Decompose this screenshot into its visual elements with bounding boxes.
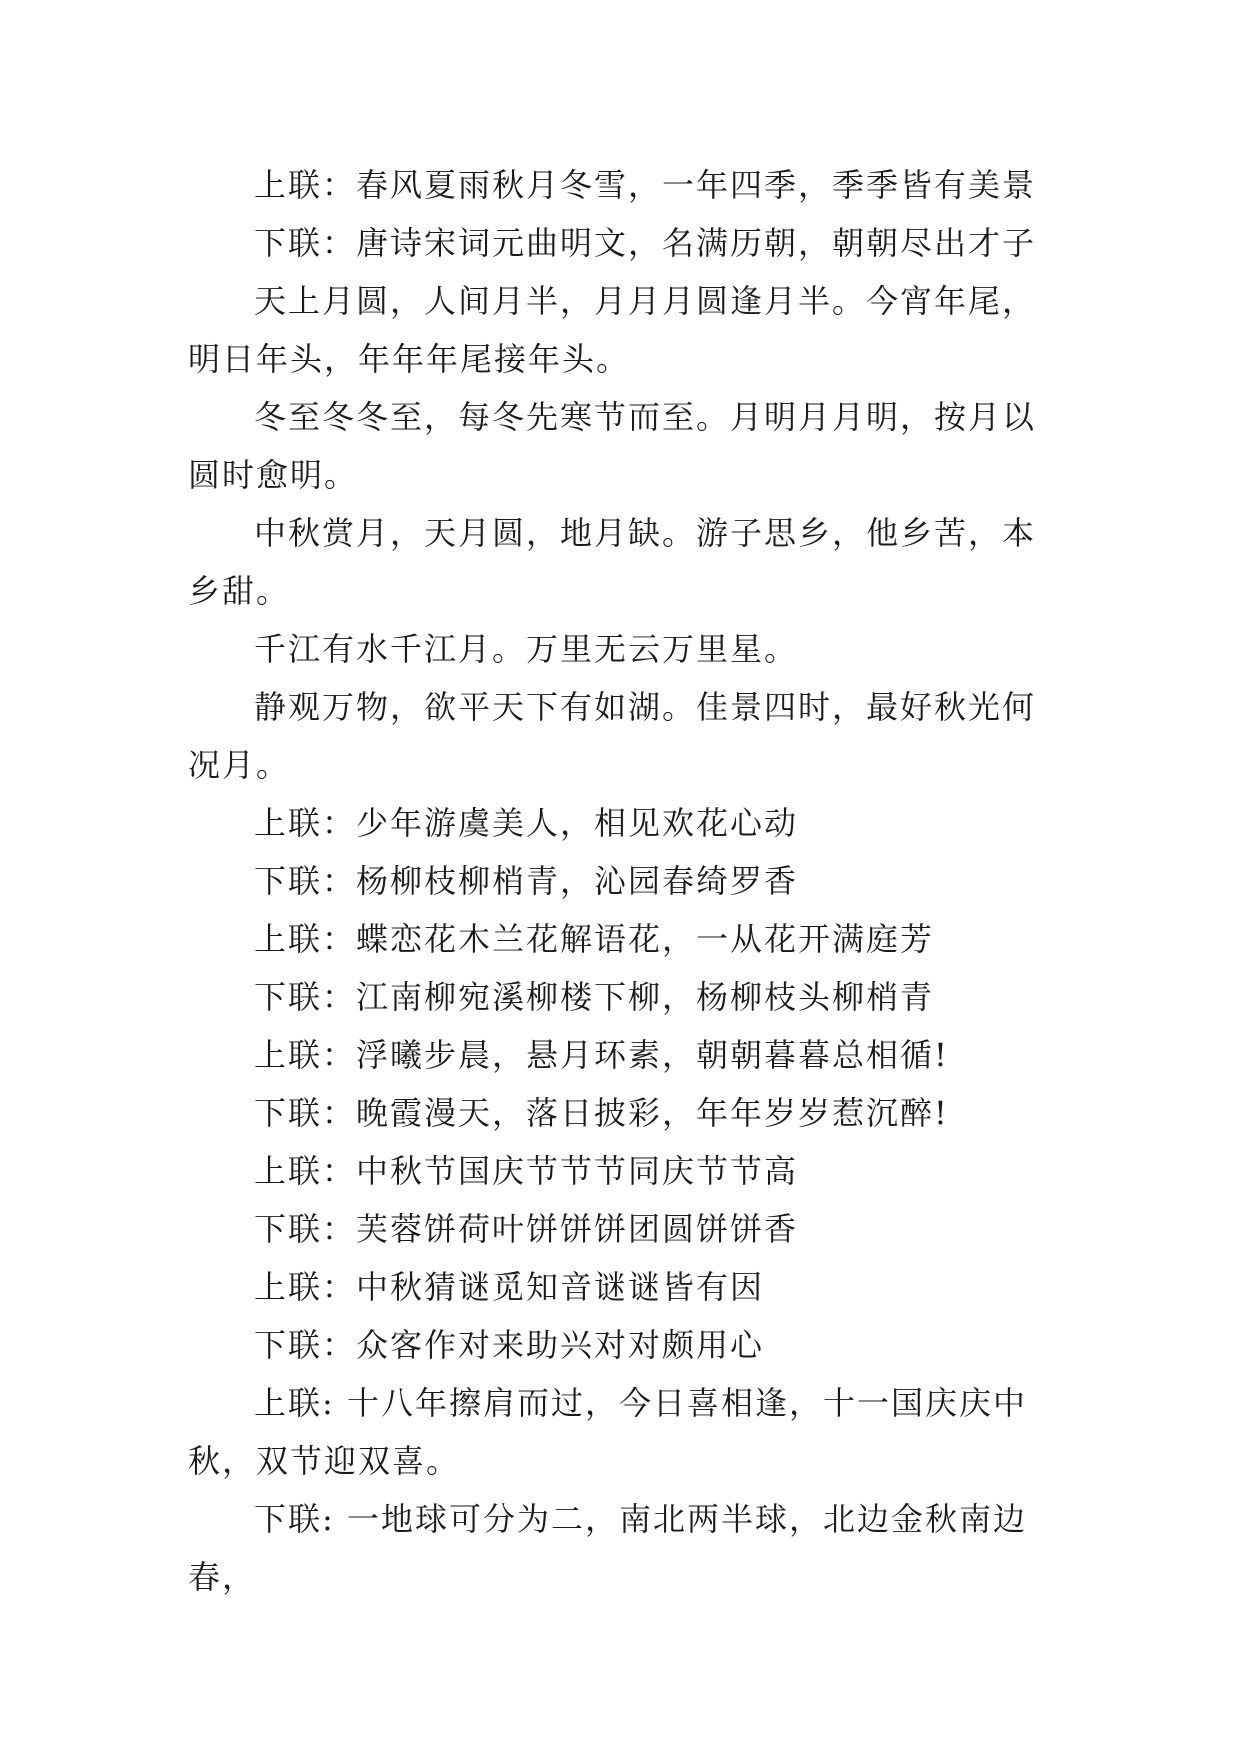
paragraph: 上联：春风夏雨秋月冬雪，一年四季，季季皆有美景 (254, 166, 1037, 204)
paragraph: 下联：芙蓉饼荷叶饼饼饼团圆饼饼香 (254, 1210, 799, 1248)
paragraph: 上联: 十八年擦肩而过，今日喜相逢，十一国庆庆中秋，双节迎双喜。 (188, 1384, 1027, 1480)
paragraph: 天上月圆，人间月半，月月月圆逢月半。今宵年尾，明日年头，年年年尾接年头。 (188, 282, 1037, 378)
document-body (188, 156, 1058, 1606)
paragraph: 下联：晚霞漫天，落日披彩，年年岁岁惹沉醉! (254, 1094, 949, 1132)
paragraph: 上联：中秋节国庆节节节同庆节节高 (254, 1152, 799, 1190)
paragraph: 上联：中秋猜谜觅知音谜谜皆有因 (254, 1268, 765, 1306)
paragraph: 上联：蝶恋花木兰花解语花，一从花开满庭芳 (254, 920, 935, 958)
paragraph: 下联: 一地球可分为二，南北两半球，北边金秋南边春， (188, 1500, 1027, 1596)
paragraph: 中秋赏月，天月圆，地月缺。游子思乡，他乡苦，本乡甜。 (188, 514, 1037, 610)
paragraph: 上联：浮曦步晨，悬月环素，朝朝暮暮总相循! (254, 1036, 949, 1074)
paragraph: 千江有水千江月。万里无云万里星。 (254, 630, 799, 668)
paragraph: 下联：江南柳宛溪柳楼下柳，杨柳枝头柳梢青 (254, 978, 935, 1016)
paragraph: 下联：众客作对来助兴对对颇用心 (254, 1326, 765, 1364)
paragraph: 静观万物，欲平天下有如湖。佳景四时，最好秋光何况月。 (188, 688, 1037, 784)
paragraph: 上联：少年游虞美人，相见欢花心动 (254, 804, 799, 842)
paragraph: 下联：杨柳枝柳梢青，沁园春绮罗香 (254, 862, 799, 900)
paragraph: 下联：唐诗宋词元曲明文，名满历朝，朝朝尽出才子 (254, 224, 1037, 262)
paragraph: 冬至冬冬至，每冬先寒节而至。月明月月明，按月以圆时愈明。 (188, 398, 1037, 494)
